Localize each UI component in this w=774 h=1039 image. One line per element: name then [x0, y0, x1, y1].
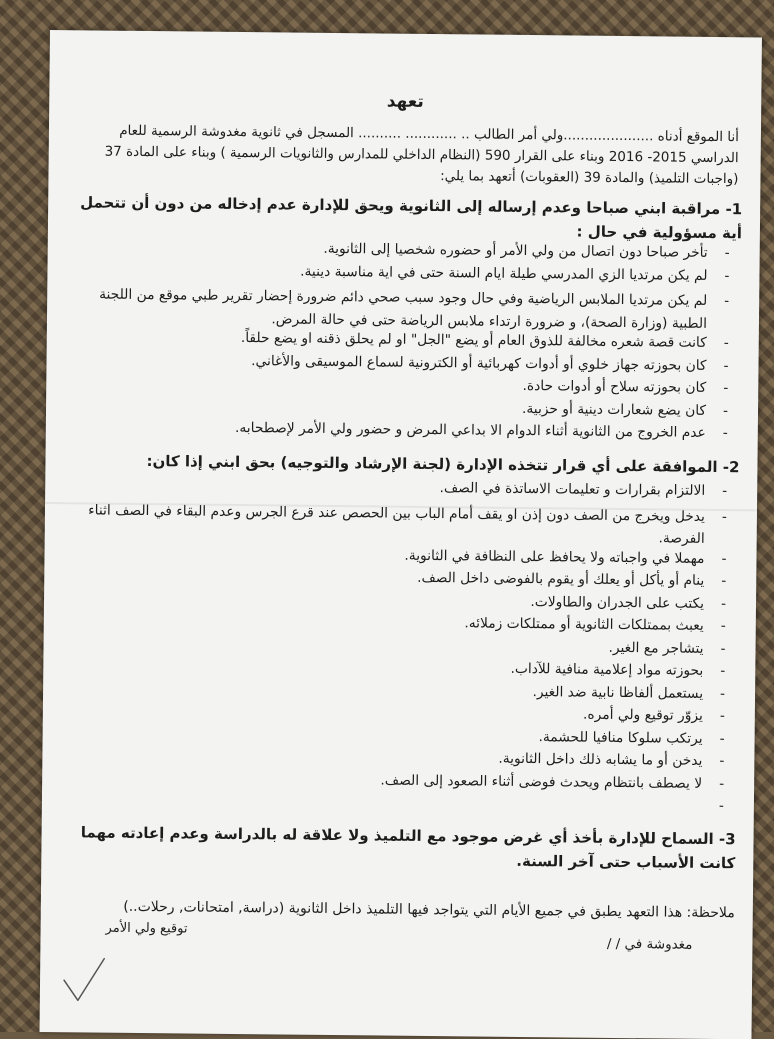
signature-label: توقيع ولي الأمر: [105, 920, 188, 937]
list-item: - الالتزام بقرارات و تعليمات الاساتذة في الصف.: [77, 476, 737, 505]
intro-line: الدراسي 2015- 2016 وبناء على القرار 590 (النظام الداخلي للمدارس والثانويات الرسمية ) وبناء على المادة 37: [104, 143, 739, 167]
list-item: - عدم الخروج من الثانوية أثناء الدوام الا بداعي المرض و حضور ولي الأمر لإصطحابه.: [78, 418, 738, 447]
intro-line: (واجبات التلميذ) والمادة 39 (العقوبات) أتعهد بما يلي:: [440, 168, 739, 188]
intro-line: أنا الموقع أدناه .....................ولي أمر الطالب .. ............ .......... المسجل في ثانوية مغدوشة الرسمية للعام: [119, 122, 739, 146]
check-mark-icon: [56, 950, 117, 1011]
section-3-heading: 3- السماح للإدارة بأخذ أي غرض موجود مع التلميذ ولا علاقة له بالدراسة وعدم إعادته مهما كانت الأسباب حتى آخر السنة.: [80, 823, 736, 873]
list-item: - كان بحوزته سلاح أو أدوات حادة.: [78, 373, 738, 402]
list-item: - بحوزته مواد إعلامية منافية للآداب.: [75, 656, 735, 685]
section-1-list: [78, 238, 740, 447]
place-date: مغدوشة في / /: [606, 935, 693, 953]
list-item: - كان بحوزته جهاز خلوي أو أدوات كهربائية أو الكترونية لسماع الموسيقى والأغاني.: [78, 351, 738, 380]
list-item: - كانت قصة شعره مخالفة للذوق العام أو يضع "الجل" او لم يحلق ذقنه او يضع حلقاً.: [79, 328, 739, 357]
list-item: - تأخر صباحا دون اتصال من ولي الأمر أو حضوره شخصيا إلى الثانوية.: [80, 238, 740, 267]
list-item: - يزوّر توقيع ولي أمره.: [75, 701, 735, 730]
intro-paragraph: [58, 120, 739, 190]
list-item: - كان يضع شعارات دينية أو حزبية.: [78, 396, 738, 425]
note-text: ملاحظة: هذا التعهد يطبق في جميع الأيام التي يتواجد فيها التلميذ داخل الثانوية (دراسة, امتحانات, رحلات..): [123, 898, 735, 922]
section-2-heading: 2- الموافقة على أي قرار تتخذه الإدارة (لجنة الإرشاد والتوجيه) بحق ابني إذا كان:: [146, 452, 740, 477]
list-item: - لا يصطف بانتظام ويحدث فوضى أثناء الصعود إلى الصف.: [74, 769, 734, 798]
list-item: - يرتكب سلوكا منافيا للحشمة.: [75, 724, 735, 753]
section-1-heading: 1- مراقبة ابني صباحا وعدم إرساله إلى الثانوية ويحق للإدارة عدم إدخاله من دون أن تتحمل أية مسؤولية في حال :: [80, 193, 743, 243]
section-2-list: [74, 476, 737, 820]
list-item: - لم يكن مرتديا الزي المدرسي طيلة ايام السنة حتى في اية مناسبة دينية.: [79, 261, 739, 290]
list-item: - ينام أو يأكل أو يعلك أو يقوم بالفوضى داخل الصف.: [76, 566, 736, 595]
document-title: تعهد: [386, 91, 424, 112]
list-item: - يتشاجر مع الغير.: [75, 634, 735, 663]
list-item: - يستعمل ألفاظا نابية ضد الغير.: [75, 679, 735, 708]
list-item: - يكتب على الجدران والطاولات.: [76, 589, 736, 618]
list-item: - لم يكن مرتديا الملابس الرياضية وفي حال وجود سبب صحي دائم ضرورة إحضار تقرير طبي موقع من اللجنة الطبية (وزارة الصحة)، و ضرورة ارتداء ملابس الرياضة حتى في حالة المرض.: [79, 283, 739, 335]
document-sheet: [40, 30, 762, 1039]
list-item: - يدخن أو ما يشابه ذلك داخل الثانوية.: [74, 746, 734, 775]
list-item: - يعبث بممتلكات الثانوية أو ممتلكات زملائه.: [76, 611, 736, 640]
list-item: - يدخل ويخرج من الصف دون إذن او يقف أمام الباب بين الحصص عند قرع الجرس وعدم البقاء في الصف اثناء الفرصة.: [77, 499, 737, 551]
list-item: - مهملا في واجباته ولا يحافظ على النظافة في الثانوية.: [76, 544, 736, 573]
